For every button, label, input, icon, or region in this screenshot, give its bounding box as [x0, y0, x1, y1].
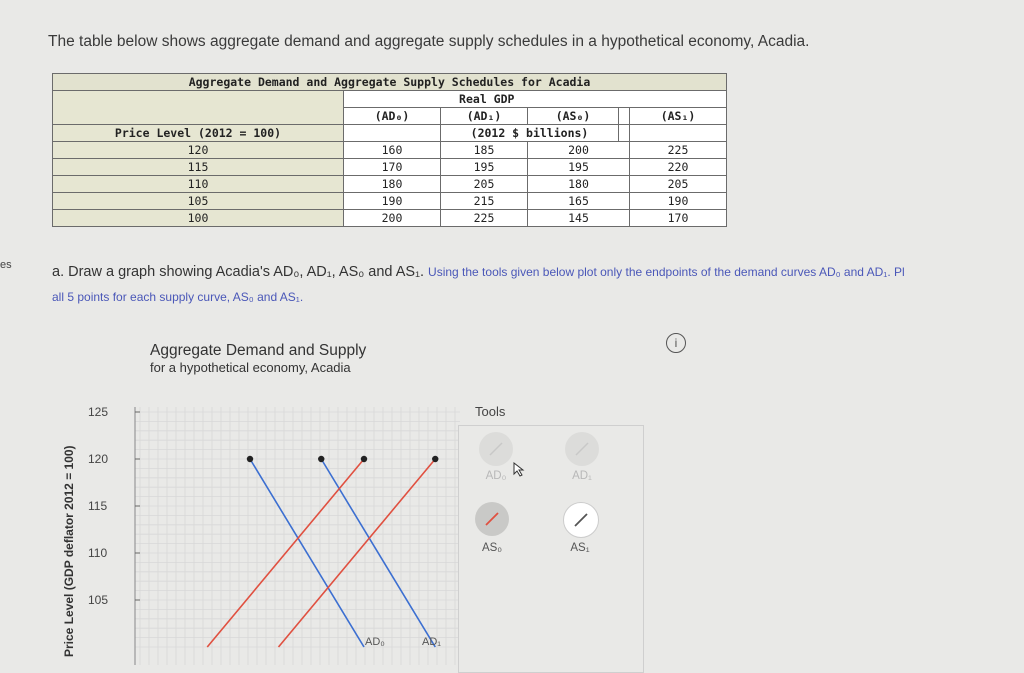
table-row: 120 160 185 200 225 [53, 142, 727, 159]
tool-as1-button[interactable] [563, 502, 599, 538]
tools-label: Tools [475, 404, 506, 419]
y-tick-label: 105 [88, 593, 109, 607]
real-gdp-header: Real GDP [344, 91, 630, 108]
y-tick-label: 115 [88, 499, 108, 513]
instructions-line-1: Using the tools given below plot only the endpoints of the demand curves AD₀ and AD₁. Pl [428, 265, 905, 279]
instructions-line-2: all 5 points for each supply curve, AS₀ and AS₁. [52, 290, 304, 304]
line-tool-icon [565, 432, 599, 466]
table-row: 110 180 205 180 205 [53, 176, 727, 193]
y-axis-label: Price Level (GDP deflator 2012 = 100) [62, 445, 76, 657]
schedule-table [52, 73, 727, 227]
part-a-text: a. Draw a graph showing Acadia's AD₀, AD₁, AS₀ and AS₁. [52, 264, 424, 280]
graph-title: Aggregate Demand and Supply [150, 342, 367, 359]
col-as1: (AS₁) [630, 108, 727, 125]
table-row: 115 170 195 195 220 [53, 159, 727, 176]
info-icon[interactable]: i [666, 333, 686, 353]
curves [207, 456, 438, 647]
line-tool-icon [475, 502, 509, 536]
cursor-icon [513, 462, 527, 478]
table-row: 100 200 225 145 170 [53, 210, 727, 227]
ad-as-chart[interactable] [60, 395, 470, 671]
table-row: 105 190 215 165 190 [53, 193, 727, 210]
question-part-a [52, 264, 905, 280]
table-title: Aggregate Demand and Aggregate Supply Schedules for Acadia [53, 74, 727, 91]
tool-as1-label: AS₁ [570, 542, 590, 554]
tool-ad1-label: AD₁ [572, 470, 592, 482]
endpoint-as0[interactable] [361, 456, 367, 462]
tool-as0-label: AS₀ [481, 542, 503, 554]
col-ad0: (AD₀) [344, 108, 441, 125]
price-header: Price Level (2012 = 100) [53, 125, 344, 142]
curve-label-ad1: AD₁ [422, 636, 441, 648]
endpoint-as1[interactable] [432, 456, 438, 462]
tool-ad1-button[interactable] [565, 432, 599, 466]
col-as0: (AS₀) [528, 108, 619, 125]
tool-ad0-label: AD₀ [485, 470, 507, 482]
y-ticks [88, 405, 140, 607]
endpoint-ad1[interactable] [318, 456, 324, 462]
tool-ad0-button[interactable] [479, 432, 513, 466]
y-tick-label: 125 [88, 405, 109, 419]
y-tick-label: 110 [88, 546, 108, 560]
tool-as0-button[interactable] [475, 502, 509, 536]
curve-label-ad0: AD₀ [365, 636, 385, 648]
tools-panel [458, 425, 644, 673]
graph-subtitle: for a hypothetical economy, Acadia [150, 360, 351, 375]
units-label: (2012 $ billions) [441, 125, 619, 142]
line-tool-icon [564, 503, 598, 537]
y-tick-label: 120 [88, 452, 109, 466]
endpoint-ad0[interactable] [247, 456, 253, 462]
intro-text: The table below shows aggregate demand and aggregate supply schedules in a hypothetical economy, Acadia. [48, 33, 810, 50]
side-label: es [0, 259, 12, 271]
col-ad1: (AD₁) [441, 108, 528, 125]
line-tool-icon [479, 432, 513, 466]
table-body [53, 142, 727, 227]
